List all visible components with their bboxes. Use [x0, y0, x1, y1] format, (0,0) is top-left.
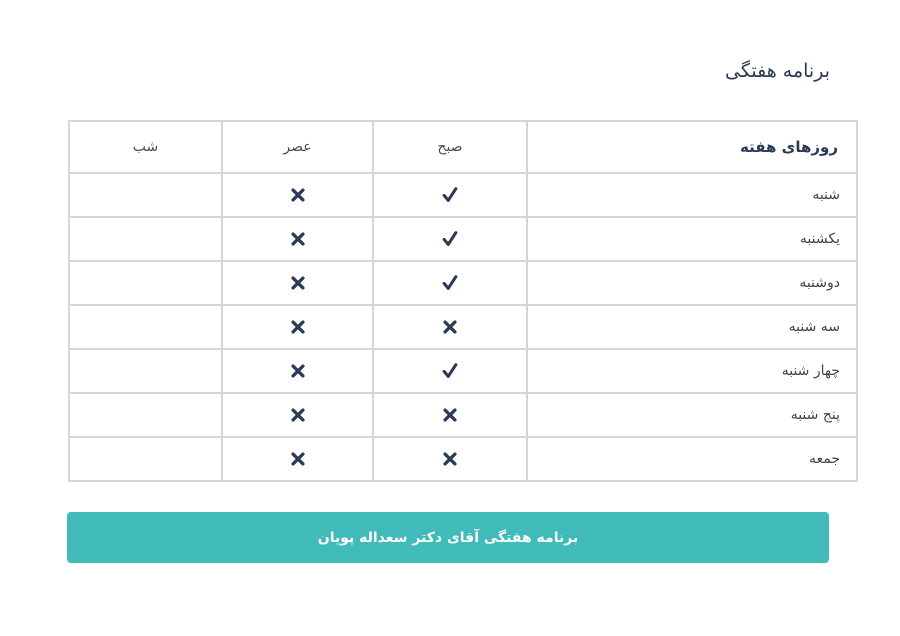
weekly-schedule-button[interactable]: برنامه هفتگی آقای دکتر سعداله پویان	[67, 512, 829, 563]
table-row	[69, 305, 857, 349]
morning-cell	[373, 349, 527, 393]
cross-icon	[441, 406, 459, 424]
morning-cell	[373, 437, 527, 481]
header-morning: صبح	[373, 121, 527, 173]
cross-icon	[441, 318, 459, 336]
day-name-cell: شنبه	[527, 173, 857, 217]
day-name-cell: یکشنبه	[527, 217, 857, 261]
check-icon	[441, 186, 459, 204]
night-cell	[69, 217, 222, 261]
weekly-schedule-page	[68, 0, 840, 636]
cross-icon	[289, 362, 307, 380]
table-body	[69, 173, 857, 481]
morning-cell	[373, 173, 527, 217]
night-cell	[69, 261, 222, 305]
check-icon	[441, 274, 459, 292]
morning-cell	[373, 261, 527, 305]
day-name-cell: سه شنبه	[527, 305, 857, 349]
cross-icon	[289, 274, 307, 292]
header-night: شب	[69, 121, 222, 173]
afternoon-cell	[222, 173, 373, 217]
morning-cell	[373, 393, 527, 437]
morning-cell	[373, 305, 527, 349]
weekly-schedule-table	[68, 120, 858, 482]
table-row	[69, 173, 857, 217]
night-cell	[69, 437, 222, 481]
night-cell	[69, 173, 222, 217]
table-header-row	[69, 121, 857, 173]
cross-icon	[289, 318, 307, 336]
cross-icon	[289, 186, 307, 204]
table-row	[69, 217, 857, 261]
header-days: روزهای هفته	[527, 121, 857, 173]
day-name-cell: چهار شنبه	[527, 349, 857, 393]
afternoon-cell	[222, 305, 373, 349]
table-row	[69, 349, 857, 393]
morning-cell	[373, 217, 527, 261]
page-title: برنامه هفتگی	[725, 60, 830, 82]
check-icon	[441, 230, 459, 248]
table-row	[69, 261, 857, 305]
day-name-cell: پنج شنبه	[527, 393, 857, 437]
afternoon-cell	[222, 217, 373, 261]
night-cell	[69, 349, 222, 393]
cross-icon	[441, 450, 459, 468]
cross-icon	[289, 450, 307, 468]
night-cell	[69, 393, 222, 437]
cross-icon	[289, 230, 307, 248]
table-row	[69, 393, 857, 437]
afternoon-cell	[222, 349, 373, 393]
night-cell	[69, 305, 222, 349]
cross-icon	[289, 406, 307, 424]
header-afternoon: عصر	[222, 121, 373, 173]
check-icon	[441, 362, 459, 380]
table-row	[69, 437, 857, 481]
afternoon-cell	[222, 393, 373, 437]
day-name-cell: دوشنبه	[527, 261, 857, 305]
afternoon-cell	[222, 437, 373, 481]
afternoon-cell	[222, 261, 373, 305]
day-name-cell: جمعه	[527, 437, 857, 481]
